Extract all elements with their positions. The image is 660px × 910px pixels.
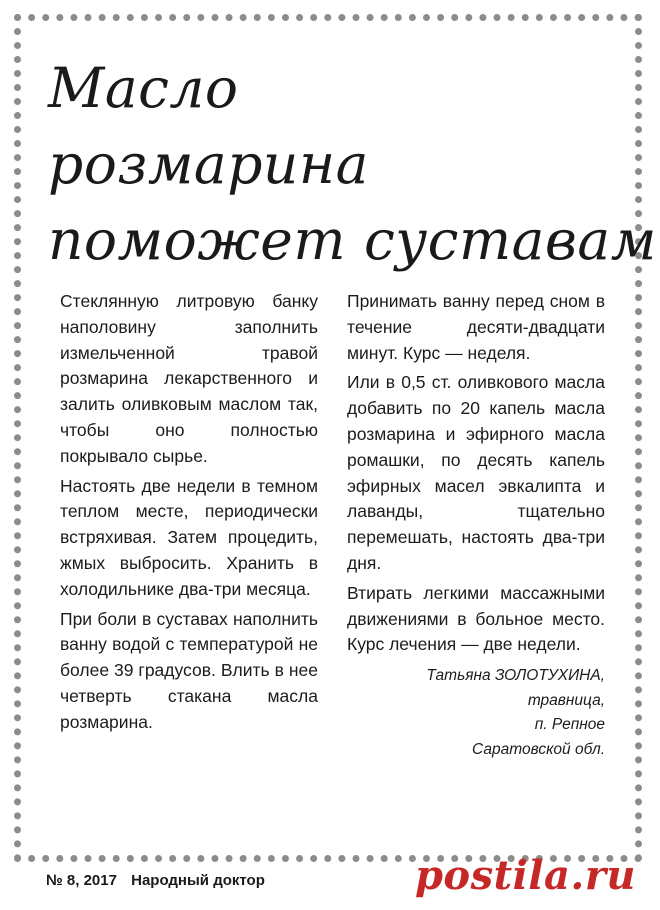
- paragraph: Или в 0,5 ст. оливкового масла добавить по 20 капель масла розмарина и эфирного масла ромашки, по десять капель эфирных масел эвкалипта и лаванды, тщательно перемешать, настоять два-три дня.: [347, 372, 605, 573]
- publication-name: Народный доктор: [131, 872, 265, 889]
- paragraph: Принимать ванну перед сном в течение десяти-двадцати минут. Курс — неделя.: [347, 291, 605, 363]
- author-profession: травница,: [527, 691, 605, 709]
- right-column: [347, 289, 605, 762]
- paragraph: При боли в суставах наполнить ванну водой с температурой не более 39 градусов. Влить в нее четверть стакана масла розмарина.: [60, 608, 318, 732]
- paragraph: Стеклянную литровую банку наполовину заполнить измельченной травой розмарина лекарственного и залить оливковым маслом так, чтобы оно полностью покрывало сырье.: [60, 291, 318, 466]
- author-region: Саратовской обл.: [472, 740, 605, 758]
- author-name: Татьяна ЗОЛОТУХИНА,: [426, 667, 605, 685]
- paragraph: Втирать легкими массажными движениями в больное место. Курс лечения — две недели.: [347, 582, 605, 655]
- title-line-3: поможет суставам: [48, 208, 657, 272]
- author-village: п. Репное: [534, 716, 605, 734]
- left-column: [60, 289, 318, 740]
- watermark-logo: postila.ru: [414, 852, 636, 899]
- issue-number: № 8, 2017: [46, 872, 117, 889]
- title-line-1: Масло: [48, 56, 239, 120]
- title-line-2: розмарина: [48, 132, 369, 196]
- author-signature: [347, 664, 605, 762]
- issue-footer: [46, 872, 265, 889]
- paragraph: Настоять две недели в темном теплом месте, периодически встряхивая. Затем процедить, жмых выбросить. Хранить в холодильнике два-три месяца.: [60, 475, 318, 599]
- article-title: [48, 50, 657, 278]
